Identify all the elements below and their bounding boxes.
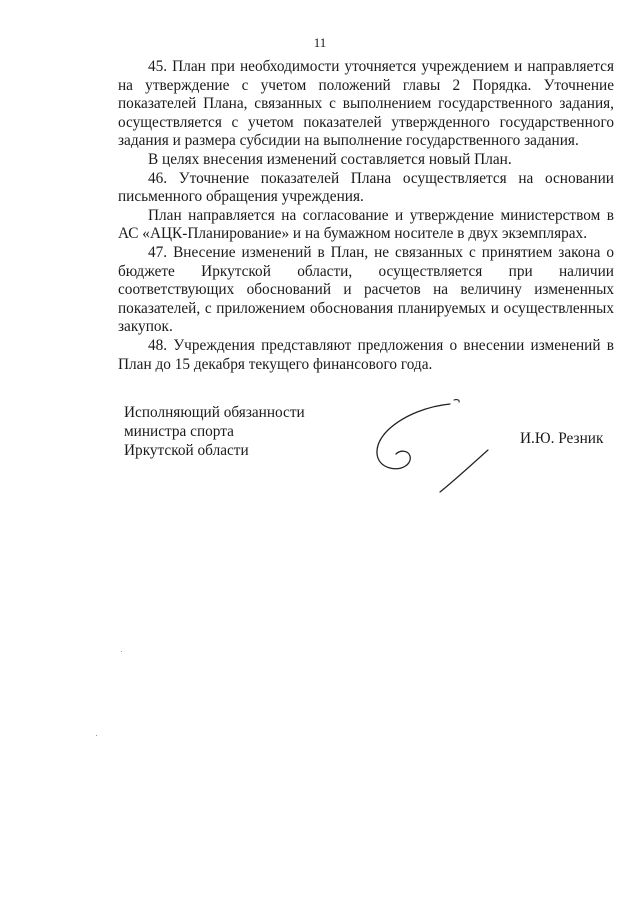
signatory-name: И.Ю. Резник [520, 430, 604, 447]
signatory-title-line: министра спорта [124, 423, 234, 440]
paragraph-approval: План направляется на согласование и утверждение министерством в АС «АЦК-Планирование» и на бумажном носителе в двух экземплярах. [118, 206, 614, 243]
paragraph-48: 48. Учреждения представляют предложения о внесении изменений в План до 15 декабря текущего финансового года. [118, 336, 614, 373]
scan-speck [121, 651, 122, 652]
signatory-title [124, 403, 305, 460]
document-body [118, 58, 614, 374]
scan-speck [96, 735, 97, 736]
handwritten-signature [360, 392, 510, 502]
paragraph-45: 45. План при необходимости уточняется учреждением и направляется на утверждение с учетом положений главы 2 Порядка. Уточнение показателей Плана, связанных с выполнением государственного задания, осуществляется с учетом показателей утвержденного государственного задания и размера субсидии на выполнение государственного задания. [118, 58, 614, 150]
paragraph-47: 47. Внесение изменений в План, не связанных с принятием закона о бюджете Иркутской области, осуществляется при наличии соответствующих обоснований и расчетов на величину измененных показателей, с приложением обоснования планируемых и осуществленных закупок. [118, 243, 614, 336]
signatory-title-line: Иркутской области [124, 442, 249, 459]
paragraph-46: 46. Уточнение показателей Плана осуществляется на основании письменного обращения учреждения. [118, 169, 614, 206]
paragraph-new-plan: В целях внесения изменений составляется новый План. [148, 150, 512, 168]
signatory-title-line: Исполняющий обязанности [124, 404, 305, 421]
page-number: 11 [313, 35, 327, 50]
